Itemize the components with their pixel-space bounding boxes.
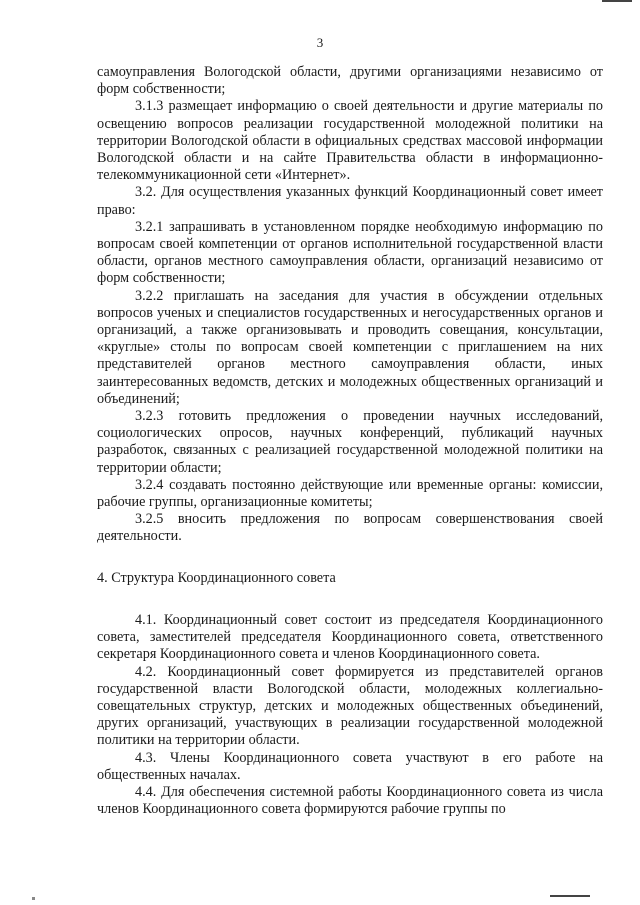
paragraph-3-2-1: 3.2.1 запрашивать в установленном порядке необходимую информацию по вопросам своей компетенции от органов исполнительной государственной власти области, органов местного самоуправления области, организаций независимо от форм собственности; — [97, 218, 603, 287]
paragraph-3-2-5: 3.2.5 вносить предложения по вопросам совершенствования своей деятельности. — [97, 511, 603, 545]
page-number: 3 — [316, 35, 324, 50]
paragraph-4-2: 4.2. Координационный совет формируется из представителей органов государственной власти Вологодской области, молодежных коллегиально-совещательных структур, детских и молодежных общественных объединений, других организаций, участвующих в реализации государственной молодежной политики на территории области. — [97, 663, 603, 749]
paragraph-4-4: 4.4. Для обеспечения системной работы Координационного совета из числа членов Координационного совета формируются рабочие группы по — [97, 783, 603, 818]
paragraph-4-3: 4.3. Члены Координационного совета участвуют в его работе на общественных началах. — [97, 749, 603, 783]
paragraph-3-2-3: 3.2.3 готовить предложения о проведении научных исследований, социологических опросов, научных конференций, публикаций научных разработок, связанных с реализацией государственной молодежной политики на территории области; — [97, 408, 603, 476]
paragraph-3-2-2: 3.2.2 приглашать на заседания для участия в обсуждении отдельных вопросов ученых и специалистов государственных и негосударственных органов и организаций, а также организовывать и проводить совещания, консультации, «круглые» столы по вопросам своей компетенции с приглашением на них представителей органов местного самоуправления области, иных заинтересованных ведомств, детских и молодежных общественных организаций и объединений; — [97, 287, 603, 407]
document-body — [97, 64, 603, 818]
paragraph-3-2: 3.2. Для осуществления указанных функций Координационный совет имеет право: — [97, 184, 603, 218]
scan-artifact-dot — [32, 897, 35, 900]
scan-artifact-line — [550, 895, 590, 897]
paragraph-3-2-4: 3.2.4 создавать постоянно действующие или временные органы: комиссии, рабочие группы, организационные комитеты; — [97, 476, 603, 511]
section-heading: 4. Структура Координационного совета — [97, 569, 336, 586]
paragraph-continuation: самоуправления Вологодской области, другими организациями независимо от форм собственности; — [97, 64, 603, 98]
scan-artifact-mark — [602, 0, 632, 2]
paragraph-4-1: 4.1. Координационный совет состоит из председателя Координационного совета, заместителей председателя Координационного совета, ответственного секретаря Координационного совета и членов Координационного совета. — [97, 611, 603, 663]
paragraph-3-1-3: 3.1.3 размещает информацию о своей деятельности и другие материалы по освещению вопросов реализации государственной молодежной политики на территории Вологодской области в официальных средствах массовой информации Вологодской области и на сайте Правительства области в информационно-телекоммуникационной сети «Интернет». — [97, 98, 603, 184]
